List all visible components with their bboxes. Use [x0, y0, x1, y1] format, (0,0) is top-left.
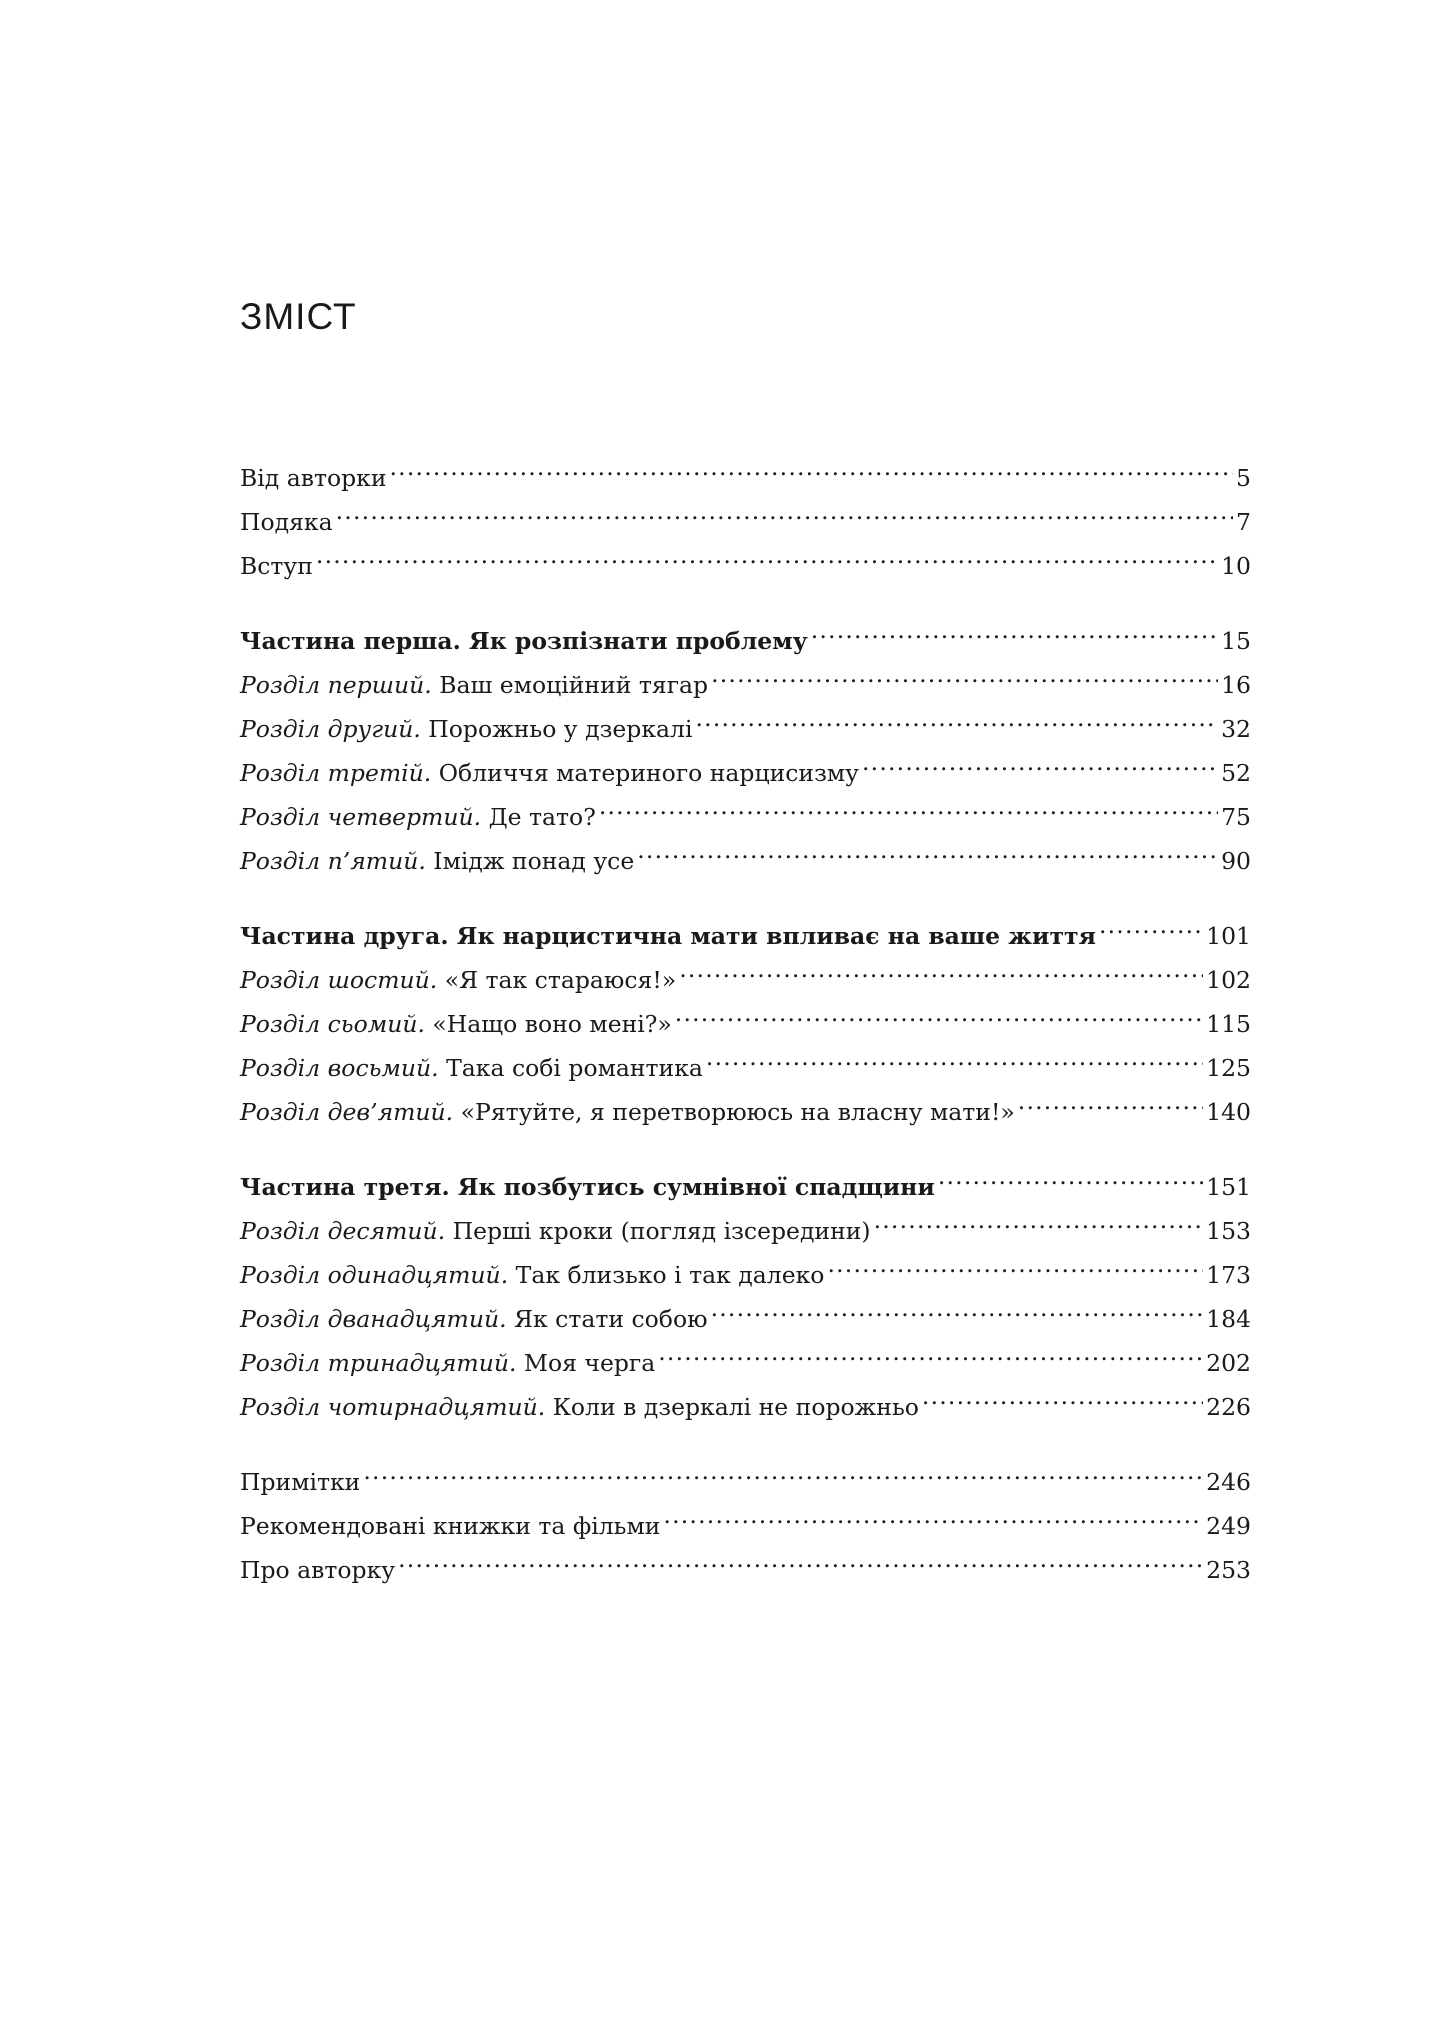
chapter-number: Розділ третій. — [240, 759, 432, 787]
part-entry[interactable] — [240, 914, 1251, 958]
page-number: 10 — [1221, 552, 1251, 580]
chapter-entry[interactable] — [240, 1002, 1251, 1046]
page-title: ЗМІСТ — [240, 296, 357, 337]
entry-label — [240, 751, 859, 795]
page-number: 101 — [1206, 922, 1251, 950]
chapter-entry[interactable] — [240, 707, 1251, 751]
entry-label: Подяка — [240, 508, 333, 536]
chapter-number: Розділ дванадцятий. — [240, 1305, 507, 1333]
page-number: 246 — [1206, 1468, 1251, 1496]
toc-entry[interactable] — [240, 500, 1251, 544]
chapter-entry[interactable] — [240, 751, 1251, 795]
entry-label — [240, 1090, 1015, 1134]
page-number: 173 — [1206, 1261, 1251, 1289]
chapter-title: Обличчя материного нарцисизму — [431, 759, 859, 787]
page-number: 153 — [1206, 1217, 1251, 1245]
part-section — [240, 1165, 1251, 1429]
dot-leader — [811, 626, 1218, 650]
entry-label — [240, 795, 596, 839]
dot-leader — [938, 1172, 1203, 1196]
chapter-entry[interactable] — [240, 795, 1251, 839]
chapter-number: Розділ одинадцятий. — [240, 1261, 509, 1289]
table-of-contents — [240, 456, 1251, 1623]
dot-leader — [663, 1511, 1203, 1535]
chapter-number: Розділ четвертий. — [240, 803, 482, 831]
entry-label — [240, 1341, 655, 1385]
entry-label: Примітки — [240, 1468, 361, 1496]
entry-label — [240, 1253, 824, 1297]
part-section — [240, 619, 1251, 883]
chapter-title: Так близько і так далеко — [508, 1261, 825, 1289]
part-entry[interactable] — [240, 619, 1251, 663]
chapter-entry[interactable] — [240, 1341, 1251, 1385]
chapter-number: Розділ перший. — [240, 671, 432, 699]
dot-leader — [711, 1304, 1204, 1328]
dot-leader — [1018, 1097, 1203, 1121]
page-number: 151 — [1206, 1173, 1251, 1201]
entry-label: Рекомендовані книжки та фільми — [240, 1512, 661, 1540]
toc-entry[interactable] — [240, 456, 1251, 500]
entry-label — [240, 663, 708, 707]
chapter-entry[interactable] — [240, 1253, 1251, 1297]
chapter-title: «Нащо воно мені?» — [424, 1010, 672, 1038]
chapter-title: Імідж понад усе — [425, 847, 635, 875]
chapter-title: Така собі романтика — [438, 1054, 703, 1082]
dot-leader — [363, 1467, 1203, 1491]
page-number: 5 — [1236, 464, 1251, 492]
page-number: 202 — [1206, 1349, 1251, 1377]
entry-label: Про авторку — [240, 1556, 396, 1584]
back-matter — [240, 1460, 1251, 1592]
page-number: 52 — [1221, 759, 1251, 787]
chapter-title: Моя черга — [516, 1349, 656, 1377]
toc-entry[interactable] — [240, 544, 1251, 588]
page-number: 249 — [1206, 1512, 1251, 1540]
chapter-number: Розділ восьмий. — [240, 1054, 439, 1082]
page-number: 75 — [1221, 803, 1251, 831]
front-matter — [240, 456, 1251, 588]
dot-leader — [637, 846, 1218, 870]
chapter-title: Де тато? — [481, 803, 596, 831]
part-entry[interactable] — [240, 1165, 1251, 1209]
dot-leader — [827, 1260, 1203, 1284]
dot-leader — [874, 1216, 1204, 1240]
toc-entry[interactable] — [240, 1504, 1251, 1548]
dot-leader — [336, 507, 1233, 531]
page-number: 115 — [1206, 1010, 1251, 1038]
dot-leader — [679, 965, 1203, 989]
chapter-entry[interactable] — [240, 1090, 1251, 1134]
part-title: Частина друга. Як нарцистична мати впливає на ваше життя — [240, 922, 1096, 950]
chapter-entry[interactable] — [240, 1046, 1251, 1090]
dot-leader — [398, 1555, 1203, 1579]
dot-leader — [862, 758, 1218, 782]
chapter-title: Порожньо у дзеркалі — [420, 715, 693, 743]
chapter-number: Розділ дев’ятий. — [240, 1098, 454, 1126]
chapter-entry[interactable] — [240, 1297, 1251, 1341]
chapter-title: Як стати собою — [506, 1305, 708, 1333]
chapter-title: «Рятуйте, я перетворююсь на власну мати!» — [453, 1098, 1015, 1126]
page-number: 184 — [1206, 1305, 1251, 1333]
entry-label — [240, 1385, 919, 1429]
chapter-number: Розділ шостий. — [240, 966, 438, 994]
chapter-entry[interactable] — [240, 663, 1251, 707]
entry-label — [240, 1046, 703, 1090]
dot-leader — [696, 714, 1219, 738]
chapter-title: Коли в дзеркалі не порожньо — [545, 1393, 919, 1421]
page-number: 102 — [1206, 966, 1251, 994]
page-number: 32 — [1221, 715, 1251, 743]
dot-leader — [1099, 921, 1203, 945]
chapter-title: Перші кроки (погляд ізсередини) — [445, 1217, 871, 1245]
part-title: Частина перша. Як розпізнати проблему — [240, 627, 808, 655]
entry-label: Вступ — [240, 552, 313, 580]
dot-leader — [316, 551, 1218, 575]
chapter-entry[interactable] — [240, 1209, 1251, 1253]
chapter-entry[interactable] — [240, 839, 1251, 883]
chapter-entry[interactable] — [240, 1385, 1251, 1429]
dot-leader — [658, 1348, 1203, 1372]
part-section — [240, 914, 1251, 1134]
entry-label — [240, 1297, 708, 1341]
page-number: 253 — [1206, 1556, 1251, 1584]
page-number: 226 — [1206, 1393, 1251, 1421]
page-number: 16 — [1221, 671, 1251, 699]
page-number: 15 — [1221, 627, 1251, 655]
chapter-number: Розділ другий. — [240, 715, 421, 743]
dot-leader — [711, 670, 1218, 694]
dot-leader — [599, 802, 1218, 826]
chapter-number: Розділ п’ятий. — [240, 847, 426, 875]
entry-label — [240, 707, 693, 751]
chapter-number: Розділ чотирнадцятий. — [240, 1393, 546, 1421]
entry-label: Від авторки — [240, 464, 387, 492]
chapter-number: Розділ десятий. — [240, 1217, 446, 1245]
chapter-number: Розділ тринадцятий. — [240, 1349, 517, 1377]
part-title: Частина третя. Як позбутись сумнівної спадщини — [240, 1173, 935, 1201]
chapter-title: «Я так стараюся!» — [437, 966, 677, 994]
page-number: 90 — [1221, 847, 1251, 875]
chapter-number: Розділ сьомий. — [240, 1010, 425, 1038]
entry-label — [240, 1209, 871, 1253]
toc-entry[interactable] — [240, 1460, 1251, 1504]
entry-label — [240, 958, 676, 1002]
dot-leader — [706, 1053, 1203, 1077]
entry-label — [240, 1002, 672, 1046]
entry-label — [240, 839, 634, 883]
chapter-title: Ваш емоційний тягар — [431, 671, 709, 699]
dot-leader — [675, 1009, 1203, 1033]
toc-entry[interactable] — [240, 1548, 1251, 1592]
dot-leader — [922, 1392, 1203, 1416]
page-number: 125 — [1206, 1054, 1251, 1082]
dot-leader — [390, 463, 1234, 487]
page-number: 7 — [1236, 508, 1251, 536]
chapter-entry[interactable] — [240, 958, 1251, 1002]
page-number: 140 — [1206, 1098, 1251, 1126]
